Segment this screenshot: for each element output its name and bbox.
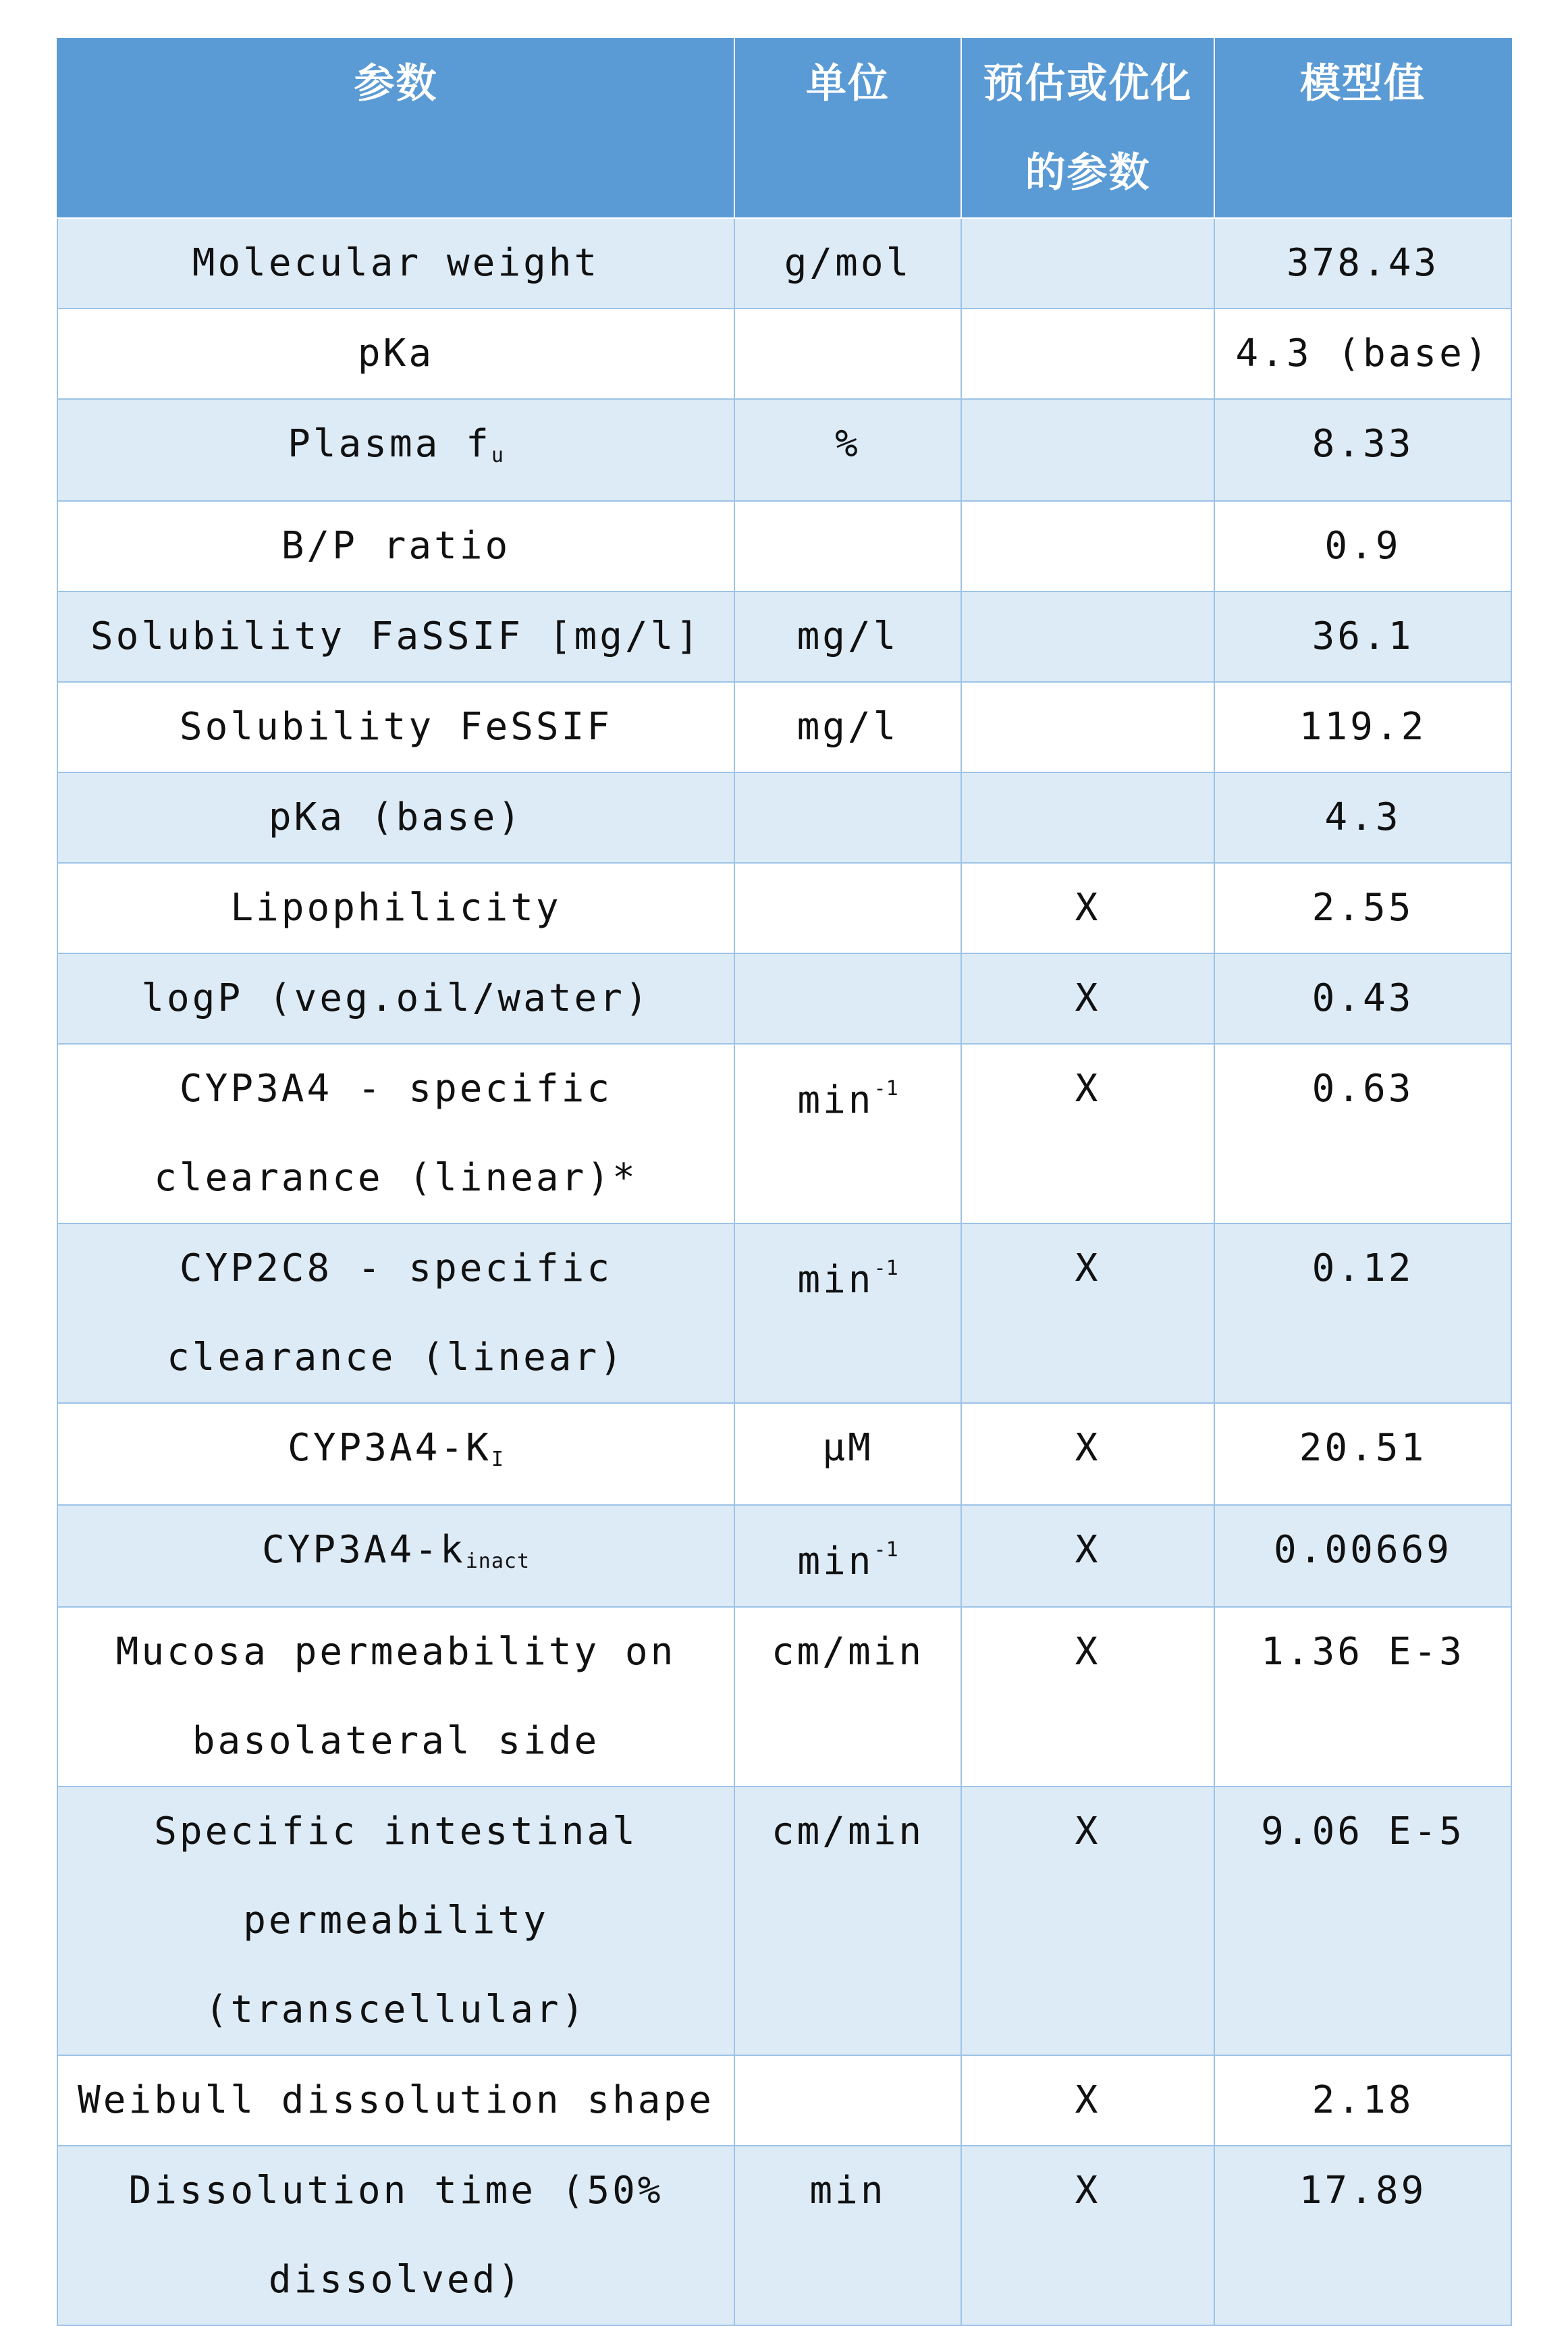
- value-cell: 2.18: [1214, 2055, 1511, 2146]
- value-cell: 4.3: [1214, 772, 1511, 863]
- table-row: [57, 501, 1511, 591]
- table-body: [57, 218, 1511, 2325]
- unit-cell: cm/min: [734, 1607, 961, 1787]
- estimated-cell: [961, 309, 1214, 399]
- param-cell: Solubility FeSSIF: [57, 682, 734, 772]
- value-cell: 0.12: [1214, 1223, 1511, 1403]
- param-cell: CYP3A4 - specific clearance (linear)*: [57, 1044, 734, 1223]
- value-cell: 4.3 (base): [1214, 309, 1511, 399]
- param-cell: [57, 1505, 734, 1607]
- table-row: [57, 1787, 1511, 2055]
- param-cell: Specific intestinal permeability (transcellular): [57, 1787, 734, 2055]
- table-row: [57, 1044, 1511, 1223]
- param-cell: [57, 399, 734, 501]
- table-row: [57, 1223, 1511, 1403]
- header-estimated: 预估或优化的参数: [961, 38, 1214, 218]
- param-cell: Solubility FaSSIF [mg/l]: [57, 591, 734, 682]
- param-cell: logP (veg.oil/water): [57, 953, 734, 1044]
- param-cell: [57, 1403, 734, 1505]
- param-cell: B/P ratio: [57, 501, 734, 591]
- param-cell: Dissolution time (50% dissolved): [57, 2146, 734, 2325]
- estimated-cell: [961, 218, 1214, 309]
- table-row: [57, 591, 1511, 682]
- value-cell: 119.2: [1214, 682, 1511, 772]
- unit-text: min: [797, 1258, 874, 1302]
- unit-superscript: -1: [873, 1077, 898, 1101]
- header-unit: 单位: [734, 38, 961, 218]
- param-cell: CYP2C8 - specific clearance (linear): [57, 1223, 734, 1403]
- param-cell: Molecular weight: [57, 218, 734, 309]
- unit-cell: [734, 1223, 961, 1403]
- value-cell: 1.36 E-3: [1214, 1607, 1511, 1787]
- unit-cell: [734, 1505, 961, 1607]
- estimated-cell: [961, 591, 1214, 682]
- param-text: Plasma f: [288, 422, 491, 466]
- unit-cell: g/mol: [734, 218, 961, 309]
- estimated-cell: X: [961, 863, 1214, 953]
- table-row: [57, 399, 1511, 501]
- value-cell: 20.51: [1214, 1403, 1511, 1505]
- param-text: CYP3A4-K: [288, 1426, 491, 1470]
- unit-cell: μM: [734, 1403, 961, 1505]
- table-row: [57, 2055, 1511, 2146]
- table-row: [57, 772, 1511, 863]
- param-cell: pKa: [57, 309, 734, 399]
- unit-cell: %: [734, 399, 961, 501]
- table-row: [57, 953, 1511, 1044]
- parameter-table: [57, 38, 1512, 2326]
- value-cell: 0.63: [1214, 1044, 1511, 1223]
- table-row: [57, 1403, 1511, 1505]
- unit-cell: cm/min: [734, 1787, 961, 2055]
- param-cell: Lipophilicity: [57, 863, 734, 953]
- unit-cell: [734, 863, 961, 953]
- unit-text: min: [797, 1078, 874, 1122]
- table-row: [57, 2146, 1511, 2325]
- value-cell: 378.43: [1214, 218, 1511, 309]
- header-row: [57, 38, 1511, 218]
- estimated-cell: [961, 772, 1214, 863]
- value-cell: 0.43: [1214, 953, 1511, 1044]
- table-row: [57, 309, 1511, 399]
- value-cell: 0.9: [1214, 501, 1511, 591]
- unit-superscript: -1: [873, 1257, 898, 1280]
- unit-text: min: [797, 1539, 874, 1583]
- param-subscript: inact: [465, 1550, 531, 1573]
- estimated-cell: [961, 682, 1214, 772]
- estimated-cell: [961, 399, 1214, 501]
- unit-cell: [734, 2055, 961, 2146]
- value-cell: 0.00669: [1214, 1505, 1511, 1607]
- unit-cell: [734, 309, 961, 399]
- header-param: 参数: [57, 38, 734, 218]
- estimated-cell: X: [961, 1403, 1214, 1505]
- table-header: [57, 38, 1511, 218]
- param-cell: Weibull dissolution shape: [57, 2055, 734, 2146]
- unit-cell: min: [734, 2146, 961, 2325]
- unit-cell: mg/l: [734, 682, 961, 772]
- value-cell: 9.06 E-5: [1214, 1787, 1511, 2055]
- unit-cell: [734, 1044, 961, 1223]
- estimated-cell: X: [961, 2055, 1214, 2146]
- unit-cell: [734, 501, 961, 591]
- estimated-cell: X: [961, 1223, 1214, 1403]
- unit-cell: [734, 953, 961, 1044]
- estimated-cell: [961, 501, 1214, 591]
- estimated-cell: X: [961, 1505, 1214, 1607]
- estimated-cell: X: [961, 953, 1214, 1044]
- table-row: [57, 1505, 1511, 1607]
- value-cell: 36.1: [1214, 591, 1511, 682]
- estimated-cell: X: [961, 1787, 1214, 2055]
- estimated-cell: X: [961, 1044, 1214, 1223]
- param-cell: pKa (base): [57, 772, 734, 863]
- value-cell: 17.89: [1214, 2146, 1511, 2325]
- value-cell: 8.33: [1214, 399, 1511, 501]
- estimated-cell: X: [961, 2146, 1214, 2325]
- value-cell: 2.55: [1214, 863, 1511, 953]
- table-row: [57, 863, 1511, 953]
- estimated-cell: X: [961, 1607, 1214, 1787]
- table-row: [57, 218, 1511, 309]
- unit-cell: mg/l: [734, 591, 961, 682]
- param-text: CYP3A4-k: [261, 1528, 466, 1572]
- unit-cell: [734, 772, 961, 863]
- header-model-value: 模型值: [1214, 38, 1511, 218]
- unit-superscript: -1: [873, 1538, 898, 1562]
- table-row: [57, 682, 1511, 772]
- param-subscript: I: [491, 1448, 504, 1471]
- table-row: [57, 1607, 1511, 1787]
- param-subscript: u: [491, 444, 504, 467]
- param-cell: Mucosa permeability on basolateral side: [57, 1607, 734, 1787]
